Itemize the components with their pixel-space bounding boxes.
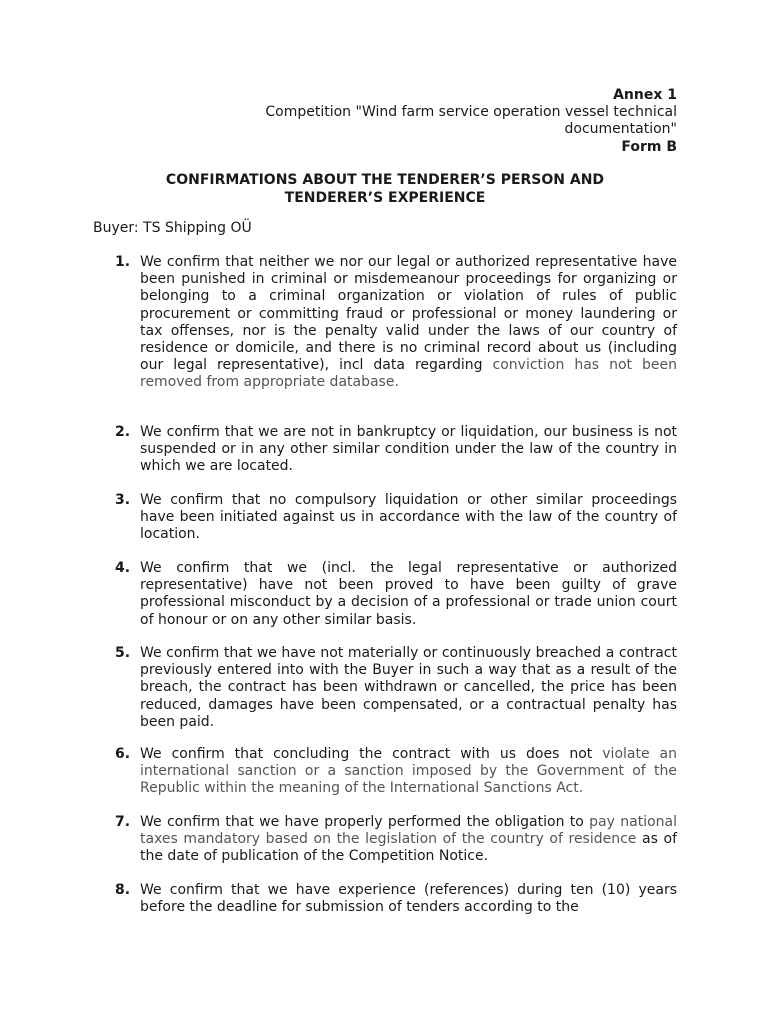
item-text: We confirm that no compulsory liquidation or other similar proceedings have been initiated against us in accordance with the law of the country of location. [140, 492, 677, 543]
title-line-2: TENDERER’S EXPERIENCE [284, 189, 486, 206]
item-text-muted: conviction has not been removed from appropriate database. [140, 357, 677, 391]
buyer-line: Buyer: TS Shipping OÜ [93, 220, 252, 236]
item-text: We confirm that we (incl. the legal representative or authorized representative) have not been proved to have been guilty of grave professional misconduct by a decision of a professional or trade union court of honour or on any other similar basis. [140, 560, 677, 628]
item-text: We confirm that we have experience (references) during ten (10) years before the deadline for submission of tenders according to the [140, 882, 677, 916]
item-text-main: We confirm that neither we nor our legal or authorized representative have been punished in criminal or misdemeanour proceedings for organizing or belonging to a criminal organization or violation of rules of public procurement or committing fraud or professional or money laundering or tax offenses, nor is the penalty valid under the laws of our country of residence or domicile, and there is no criminal record about us (including our legal representative), incl data regarding [140, 254, 677, 374]
list-item [93, 424, 677, 476]
item-text-muted: violate an international sanction or a sanction imposed by the Government of the Republic within the meaning of the International Sanctions Act. [140, 746, 677, 797]
item-text [140, 254, 677, 392]
list-item [93, 560, 677, 629]
item-text [140, 746, 677, 798]
item-number: 3. [115, 492, 131, 508]
item-text-muted: pay national taxes mandatory based on the legislation of the country of residence [140, 814, 677, 848]
document-header [157, 87, 677, 156]
list-item [93, 882, 677, 916]
item-number: 5. [115, 645, 131, 661]
item-number: 6. [115, 746, 131, 762]
item-number: 2. [115, 424, 131, 440]
item-text: We confirm that we have not materially or continuously breached a contract previously entered into with the Buyer in such a way that as a result of the breach, the contract has been withdrawn or cancelled, the price has been reduced, damages have been compensated, or a contractual penalty has been paid. [140, 645, 677, 730]
title-line-1: CONFIRMATIONS ABOUT THE TENDERER’S PERSON AND [165, 172, 605, 188]
list-item [93, 814, 677, 866]
annex-label: Annex 1 [613, 87, 677, 103]
item-number: 4. [115, 560, 131, 576]
page-title [93, 172, 677, 207]
item-number: 1. [115, 254, 131, 270]
list-item [93, 492, 677, 544]
item-text-after: as of the date of publication of the Competition Notice. [140, 831, 677, 865]
item-text: We confirm that we are not in bankruptcy or liquidation, our business is not suspended or in any other similar condition under the law of the country in which we are located. [140, 424, 677, 475]
item-number: 8. [115, 882, 131, 898]
item-text-main: We confirm that concluding the contract with us does not [140, 746, 593, 762]
competition-line-2: documentation" [564, 121, 677, 138]
form-label: Form B [621, 138, 677, 155]
item-text [140, 814, 677, 866]
item-number: 7. [115, 814, 131, 830]
list-item [93, 254, 677, 392]
list-item [93, 645, 677, 731]
list-item [93, 746, 677, 798]
competition-line-1: Competition "Wind farm service operation vessel technical [265, 104, 677, 121]
item-text-main: We confirm that we have properly performed the obligation to [140, 814, 584, 830]
